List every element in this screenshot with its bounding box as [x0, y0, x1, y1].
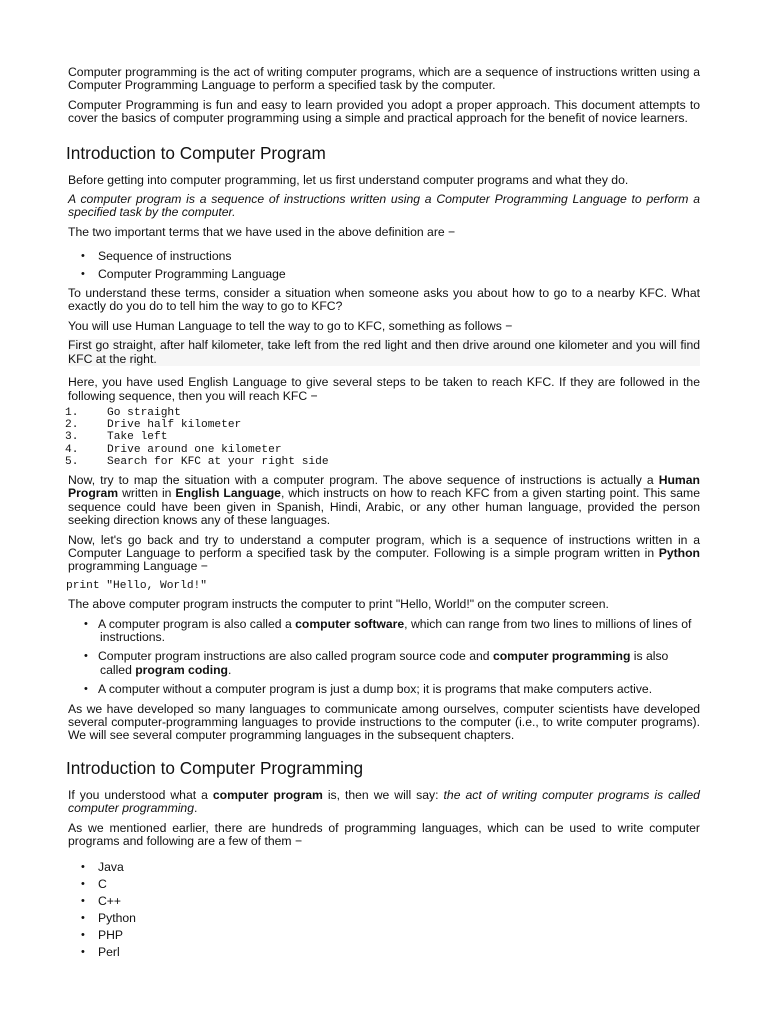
text-run: . [228, 662, 232, 677]
section1-paragraph-3: To understand these terms, consider a situation when someone asks you about how to go to a nearby KFC. What exactly do you do to tell him the way to go to KFC? [68, 286, 700, 314]
step-text: Take left [107, 431, 168, 444]
step-number: 5. [65, 455, 79, 468]
intro-paragraph-2: Computer Programming is fun and easy to learn provided you adopt a proper approach. This document attempts to cover the basics of computer programming using a simple and practical approach for the benefit of novice learners. [68, 97, 700, 126]
languages-list [68, 859, 700, 961]
list-item [65, 419, 700, 431]
section-heading-computer-program: Introduction to Computer Program [66, 142, 326, 163]
section2-paragraph-1 [68, 789, 700, 816]
section1-paragraph-4: You will use Human Language to tell the way to go to KFC, something as follows − [68, 318, 513, 333]
list-item: • Computer Programming Language [68, 268, 700, 281]
list-item: • PHP [68, 927, 700, 944]
list-item [65, 407, 700, 419]
section2-paragraph-2: As we mentioned earlier, there are hundreds of programming languages, which can be used to write computer programs and following are a few of them − [68, 820, 700, 849]
step-number: 4. [65, 443, 79, 456]
text-run: Now, let's go back and try to understand a computer program, which is a sequence of instructions written in a Computer Language to perform a specified task by the computer. Following is a simple program written in [68, 532, 700, 560]
document-page [65, 65, 700, 961]
section1-paragraph-1: Before getting into computer programming, let us first understand computer programs and what they do. [68, 172, 629, 187]
bold-text: Python [658, 545, 700, 560]
step-text: Drive around one kilometer [107, 443, 282, 456]
text-run: is, then we will say: [322, 787, 444, 802]
text-run: A computer program is also called a [98, 616, 296, 631]
text-run: Now, try to map the situation with a computer program. The above sequence of instructions is actually a [68, 472, 659, 487]
section1-paragraph-8: The above computer program instructs the computer to print "Hello, World!" on the computer screen. [68, 597, 609, 612]
list-item [68, 618, 700, 645]
bold-text: program coding [135, 662, 228, 677]
section1-paragraph-5: Here, you have used English Language to give several steps to be taken to reach KFC. If they are followed in the following sequence, then you will reach KFC − [68, 375, 700, 403]
list-item [68, 650, 700, 677]
text-run: • A computer without a computer program is just a dump box; it is programs that make computers active. [98, 682, 653, 697]
text-run: written in [118, 486, 176, 501]
text-run: , which instructs on how to reach KFC from a given starting point. This same sequence could have been given in Spanish, Hindi, Arabic, or any other human language, provided the person seeking direction knows any of these languages. [68, 486, 700, 528]
text-run: is also called [100, 649, 669, 677]
section-heading-computer-programming: Introduction to Computer Programming [66, 757, 364, 778]
steps-list [65, 407, 700, 468]
list-item: • C++ [68, 893, 700, 910]
bold-text: English Language [175, 486, 281, 501]
terms-list [68, 250, 700, 281]
text-run: Computer program instructions are also called program source code and [98, 649, 493, 664]
code-snippet: print "Hello, World!" [66, 579, 207, 592]
definition-text: A computer program is a sequence of instructions written using a Computer Programming Language to perform a specified task by the computer. [68, 192, 700, 220]
section1-paragraph-7 [68, 534, 700, 574]
directions-note: First go straight, after half kilometer, take left from the red light and then drive around one kilometer and you will find KFC at the right. [68, 338, 700, 366]
list-item [65, 444, 700, 456]
list-item [68, 683, 700, 696]
list-item: • C [68, 876, 700, 893]
section1-paragraph-6 [68, 474, 700, 528]
italic-text: the act of writing computer programs is called computer programming [68, 787, 700, 816]
bold-text: computer programming [492, 649, 631, 664]
list-item: • Sequence of instructions [68, 250, 700, 263]
step-number: 3. [65, 431, 79, 444]
list-item: • Java [68, 859, 700, 876]
section1-paragraph-2: The two important terms that we have used in the above definition are − [68, 224, 456, 239]
section1-paragraph-9: As we have developed so many languages to communicate among ourselves, computer scientists have developed several computer-programming languages to provide instructions to the computer (i.e., to write computer programs). We will see several computer programming languages in the subsequent chapters. [68, 701, 700, 743]
text-run: , which can range from two lines to millions of lines of instructions. [100, 616, 692, 644]
step-number: 2. [65, 419, 79, 432]
step-number: 1. [65, 406, 79, 419]
intro-paragraph-1: Computer programming is the act of writing computer programs, which are a sequence of instructions written using a Computer Programming Language to perform a specified task by the computer. [68, 65, 700, 93]
bold-text: computer software [295, 616, 405, 631]
definition-paragraph [68, 193, 700, 220]
list-item [65, 431, 700, 443]
step-text: Drive half kilometer [107, 419, 242, 432]
facts-list [68, 618, 700, 697]
list-item [65, 456, 700, 468]
text-run: . [194, 801, 198, 816]
list-item: • Perl [68, 944, 700, 961]
bold-text: computer program [212, 787, 323, 802]
text-run: programming Language − [68, 559, 208, 574]
list-item: • Python [68, 910, 700, 927]
step-text: Search for KFC at your right side [107, 455, 329, 468]
bold-text: Human Program [68, 472, 700, 501]
step-text: Go straight [107, 406, 181, 419]
text-run: If you understood what a [68, 787, 213, 802]
